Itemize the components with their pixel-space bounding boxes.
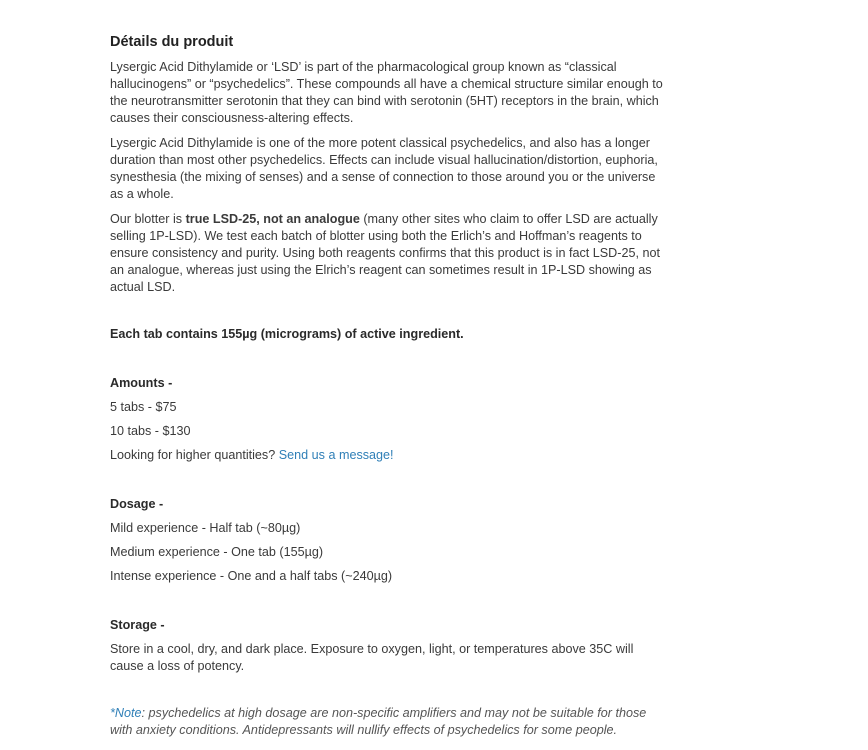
dosage-section xyxy=(110,496,670,585)
storage-section xyxy=(110,617,670,675)
note-paragraph xyxy=(110,705,670,739)
blotter-highlight: true LSD-25, not an analogue xyxy=(185,212,360,226)
dosage-heading: Dosage - xyxy=(110,497,164,511)
dosage-item: Intense experience - One and a half tabs (~240µg) xyxy=(110,569,393,583)
dosage-item: Mild experience - Half tab (~80µg) xyxy=(110,521,301,535)
dosage-item: Medium experience - One tab (155µg) xyxy=(110,545,324,559)
blotter-paragraph xyxy=(110,211,670,296)
higher-quantities-line xyxy=(110,447,670,464)
amount-item: 10 tabs - $130 xyxy=(110,424,191,438)
intro-paragraph-1: Lysergic Acid Dithylamide or ‘LSD’ is part of the pharmacological group known as “classical hallucinogens” or “psychedelics”. These compounds all have a chemical structure similar enough to the neurotransmitter serotonin that they can bind with serotonin (5HT) receptors in the brain, which causes their consciousness-altering effects. xyxy=(110,60,663,125)
intro-paragraph-2: Lysergic Acid Dithylamide is one of the more potent classical psychedelics, and also has a longer duration than most other psychedelics. Effects can include visual hallucination/distortion, euphoria, synesthesia (the mixing of senses) and a sense of connection to those around you or the universe as a whole. xyxy=(110,136,658,201)
product-details xyxy=(110,33,670,747)
amount-item: 5 tabs - $75 xyxy=(110,400,177,414)
page-title: Détails du produit xyxy=(110,34,234,50)
storage-heading: Storage - xyxy=(110,618,165,632)
higher-quantities-text: Looking for higher quantities? xyxy=(110,448,279,462)
blotter-suffix: (many other sites who claim to offer LSD are actually selling 1P-LSD). We test each batch of blotter using both the Erlich’s and Hoffman’s reagents to ensure consistency and purity. Using both reagents confirms that this product is in fact LSD-25, not an analogue, whereas just using the Elrich’s reagent can sometimes result in 1P-LSD showing as actual LSD. xyxy=(110,212,660,294)
amounts-heading: Amounts - xyxy=(110,376,173,390)
note-text: : psychedelics at high dosage are non-specific amplifiers and may not be suitable for those with anxiety conditions. Antidepressants will nullify effects of psychedelics for some people. xyxy=(110,706,647,737)
send-message-link[interactable]: Send us a message! xyxy=(278,448,394,462)
tab-content-line: Each tab contains 155µg (micrograms) of active ingredient. xyxy=(110,327,464,341)
storage-text: Store in a cool, dry, and dark place. Exposure to oxygen, light, or temperatures above 35C will cause a loss of potency. xyxy=(110,642,634,673)
blotter-prefix: Our blotter is xyxy=(110,212,186,226)
note-label: *Note xyxy=(110,706,142,720)
amounts-section xyxy=(110,375,670,464)
